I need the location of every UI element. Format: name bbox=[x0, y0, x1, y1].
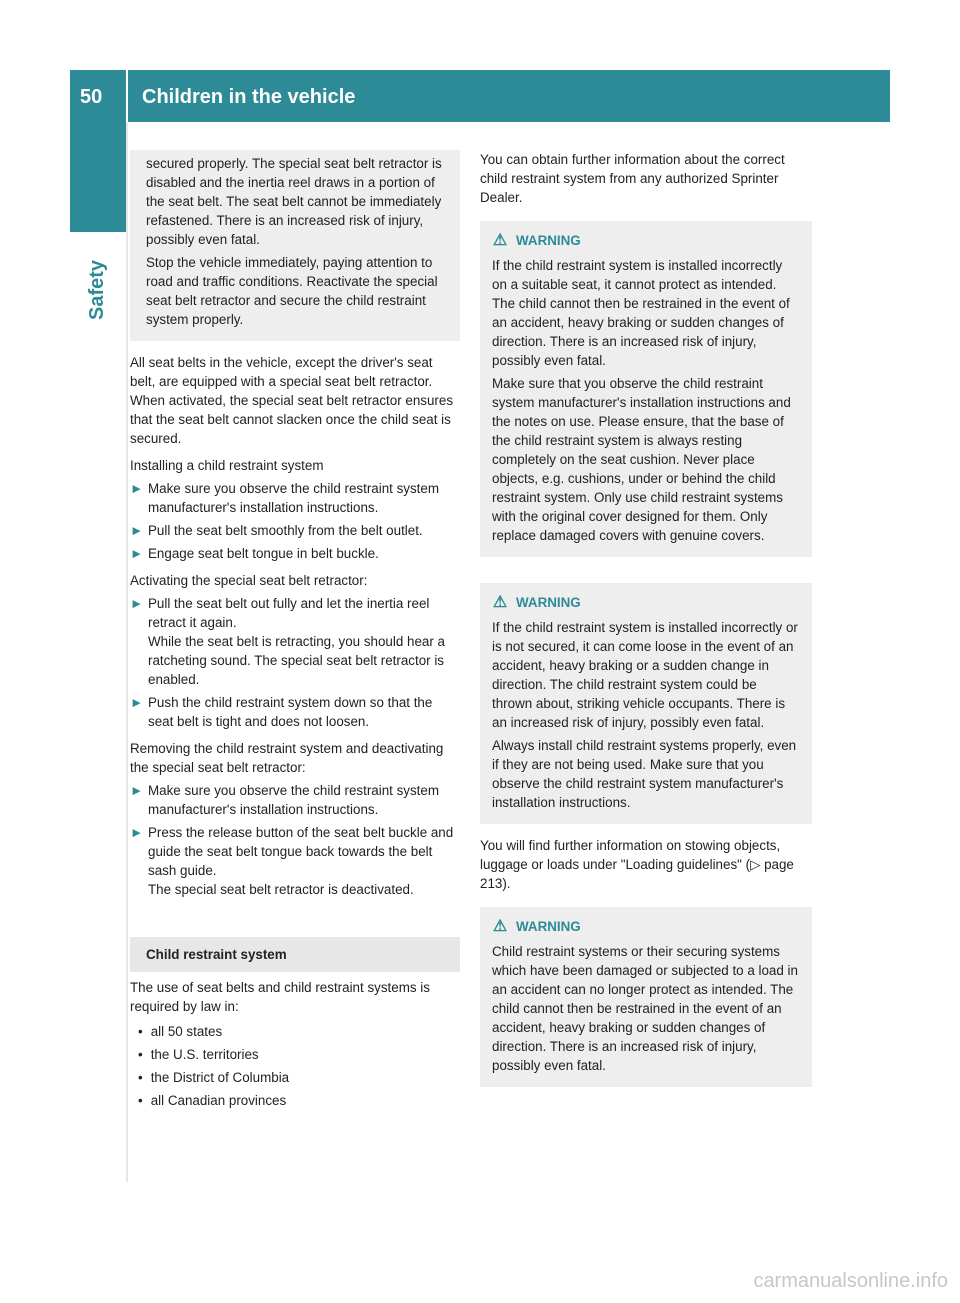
step bbox=[130, 781, 460, 819]
warning-continuation bbox=[130, 150, 460, 341]
warning-box bbox=[480, 907, 812, 1087]
step bbox=[130, 479, 460, 517]
watermark: carmanualsonline.info bbox=[753, 1270, 948, 1292]
step-text: Push the child restraint system down so that the seat belt is tight and does not loosen. bbox=[148, 695, 433, 729]
list-item: • the District of Columbia bbox=[138, 1070, 290, 1085]
step-text: Press the release button of the seat belt buckle and guide the seat belt tongue back towards the belt sash guide. bbox=[148, 825, 454, 878]
step-arrow-icon: ► bbox=[130, 523, 144, 538]
installing-heading: Installing a child restraint system bbox=[130, 458, 324, 473]
removing-heading: Removing the child restraint system and deactivating the special seat belt retractor: bbox=[130, 741, 444, 775]
step-text: Make sure you observe the child restraint system manufacturer's installation instructions. bbox=[148, 783, 439, 817]
list-item: • all 50 states bbox=[138, 1024, 223, 1039]
warning-text: Child restraint systems or their securing systems which have been damaged or subjected to a load in an accident can no longer protect as intended. The child cannot then be restrained in the event of an accident, heavy braking or sudden changes of direction. There is an increased risk of injury, possibly even fatal. bbox=[492, 944, 798, 1073]
left-column bbox=[130, 150, 460, 1116]
intro-paragraph: You can obtain further information about the correct child restraint system from any authorized Sprinter Dealer. bbox=[480, 152, 785, 205]
header-divider bbox=[126, 70, 128, 122]
page-header bbox=[70, 70, 890, 122]
law-paragraph: The use of seat belts and child restraint systems is required by law in: bbox=[130, 980, 430, 1014]
step-text: Pull the seat belt smoothly from the belt outlet. bbox=[148, 523, 423, 538]
warning-label: WARNING bbox=[516, 595, 581, 610]
step bbox=[130, 594, 460, 689]
bullet-icon: • bbox=[138, 1024, 143, 1039]
warning-text: Always install child restraint systems properly, even if they are not being used. Make sure that you observe the child restraint system manufacturer's installation instructions. bbox=[492, 738, 797, 810]
warning-text: secured properly. The special seat belt retractor is disabled and the inertia reel draws in a portion of the seat belt. The seat belt cannot be immediately refastened. There is an increased risk of injury, possibly even fatal. bbox=[146, 156, 442, 247]
law-list bbox=[130, 1022, 460, 1110]
step-arrow-icon: ► bbox=[130, 596, 144, 611]
warning-label: WARNING bbox=[516, 919, 581, 934]
section-label: Safety bbox=[86, 259, 108, 320]
activating-heading: Activating the special seat belt retractor: bbox=[130, 573, 368, 588]
warning-triangle-icon: ⚠ bbox=[492, 918, 508, 935]
warning-text: Make sure that you observe the child restraint system manufacturer's installation instructions and the notes on use. Please ensure, that the base of the child restraint system is always resting completely on the seat cushion. Never place objects, e.g. cushions, under or behind the child restraint system. Only use child restraint systems with the original cover designed for them. Only replace damaged covers with genuine covers. bbox=[492, 376, 791, 543]
right-column bbox=[480, 150, 812, 1087]
warning-heading bbox=[492, 583, 800, 618]
warning-triangle-icon: ⚠ bbox=[492, 594, 508, 611]
step bbox=[130, 521, 460, 540]
section-tab bbox=[70, 122, 126, 232]
step bbox=[130, 693, 460, 731]
warning-box bbox=[480, 221, 812, 557]
warning-text: If the child restraint system is installed incorrectly or is not secured, it can come loose in the event of an accident, heavy braking or a sudden change in direction. The child restraint system could be thrown about, striking vehicle occupants. There is an increased risk of injury, possibly even fatal. bbox=[492, 620, 798, 730]
step-text: Pull the seat belt out fully and let the inertia reel retract it again. bbox=[148, 596, 430, 630]
section-heading: Child restraint system bbox=[130, 937, 460, 972]
chapter-title: Children in the vehicle bbox=[142, 86, 356, 108]
step-text: Make sure you observe the child restraint system manufacturer's installation instructions. bbox=[148, 481, 439, 515]
step-arrow-icon: ► bbox=[130, 695, 144, 710]
further-info-paragraph: You will find further information on stowing objects, luggage or loads under "Loading guidelines" (▷ page 213). bbox=[480, 838, 794, 891]
warning-heading bbox=[492, 221, 800, 256]
step-result: The special seat belt retractor is deactivated. bbox=[148, 882, 414, 897]
warning-heading bbox=[492, 907, 800, 942]
step-text: Engage seat belt tongue in belt buckle. bbox=[148, 546, 379, 561]
step-arrow-icon: ► bbox=[130, 825, 144, 840]
step-arrow-icon: ► bbox=[130, 546, 144, 561]
bullet-icon: • bbox=[138, 1070, 143, 1085]
step bbox=[130, 823, 460, 899]
list-item: • all Canadian provinces bbox=[138, 1093, 287, 1108]
warning-box bbox=[480, 583, 812, 824]
step bbox=[130, 544, 460, 563]
warning-label: WARNING bbox=[516, 233, 581, 248]
step-arrow-icon: ► bbox=[130, 783, 144, 798]
side-divider bbox=[126, 122, 128, 1182]
intro-paragraph: All seat belts in the vehicle, except the driver's seat belt, are equipped with a special seat belt retractor. When activated, the special seat belt retractor ensures that the seat belt cannot slacken once the child seat is secured. bbox=[130, 355, 454, 446]
step-result: While the seat belt is retracting, you should hear a ratcheting sound. The special seat belt retractor is enabled. bbox=[148, 634, 445, 687]
list-item: • the U.S. territories bbox=[138, 1047, 259, 1062]
bullet-icon: • bbox=[138, 1093, 143, 1108]
page-number: 50 bbox=[80, 86, 103, 108]
warning-triangle-icon: ⚠ bbox=[492, 232, 508, 249]
bullet-icon: • bbox=[138, 1047, 143, 1062]
warning-text: If the child restraint system is installed incorrectly on a suitable seat, it cannot protect as intended. The child cannot then be restrained in the event of an accident, heavy braking or sudden changes of direction. There is an increased risk of injury, possibly even fatal. bbox=[492, 258, 790, 368]
warning-text: Stop the vehicle immediately, paying attention to road and traffic conditions. Reactivate the special seat belt retractor and secure the child restraint system properly. bbox=[146, 255, 438, 327]
step-arrow-icon: ► bbox=[130, 481, 144, 496]
